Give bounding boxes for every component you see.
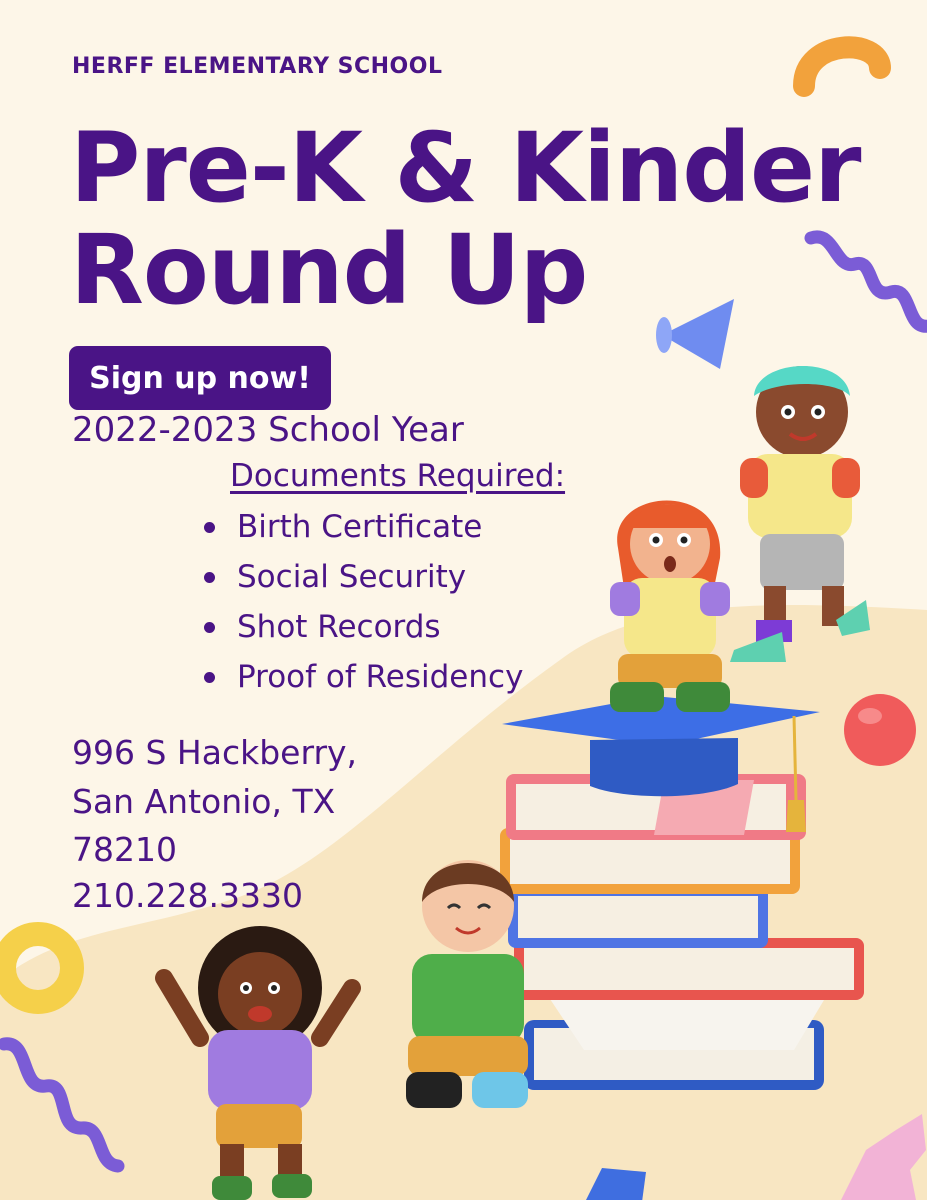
blue-cube-icon [582, 1162, 652, 1200]
child-figure-icon [596, 478, 746, 728]
book-stack-icon [494, 690, 874, 1120]
child-figure-icon [726, 350, 876, 680]
documents-list [200, 506, 523, 706]
documents-heading: Documents Required: [230, 458, 566, 494]
list-item [200, 506, 523, 556]
purple-squiggle-icon [0, 1040, 130, 1180]
bullet-icon [204, 622, 215, 633]
bullet-icon [204, 672, 215, 683]
page-title-line-1: Pre-K & Kinder [70, 112, 861, 224]
list-item [200, 556, 523, 606]
bullet-icon [204, 572, 215, 583]
list-item [200, 656, 523, 706]
address-city: San Antonio, TX [72, 782, 336, 821]
document-label: Shot Records [237, 609, 441, 645]
document-label: Birth Certificate [237, 509, 483, 545]
child-figure-icon [160, 918, 360, 1200]
pink-block-icon [826, 1110, 927, 1200]
school-name: HERFF ELEMENTARY SCHOOL [72, 54, 443, 79]
child-figure-icon [398, 850, 538, 1120]
sign-up-button[interactable]: Sign up now! [69, 346, 331, 410]
phone-number[interactable]: 210.228.3330 [72, 876, 303, 915]
document-label: Proof of Residency [237, 659, 524, 695]
bullet-icon [204, 522, 215, 533]
page-title-line-2: Round Up [70, 214, 588, 326]
orange-arc-icon [792, 28, 892, 98]
document-label: Social Security [237, 559, 467, 595]
purple-squiggle-icon [805, 230, 927, 360]
address-zip: 78210 [72, 830, 177, 869]
school-year: 2022-2023 School Year [72, 410, 464, 450]
yellow-ring-icon [0, 920, 92, 1020]
list-item [200, 606, 523, 656]
address-street: 996 S Hackberry, [72, 733, 358, 772]
